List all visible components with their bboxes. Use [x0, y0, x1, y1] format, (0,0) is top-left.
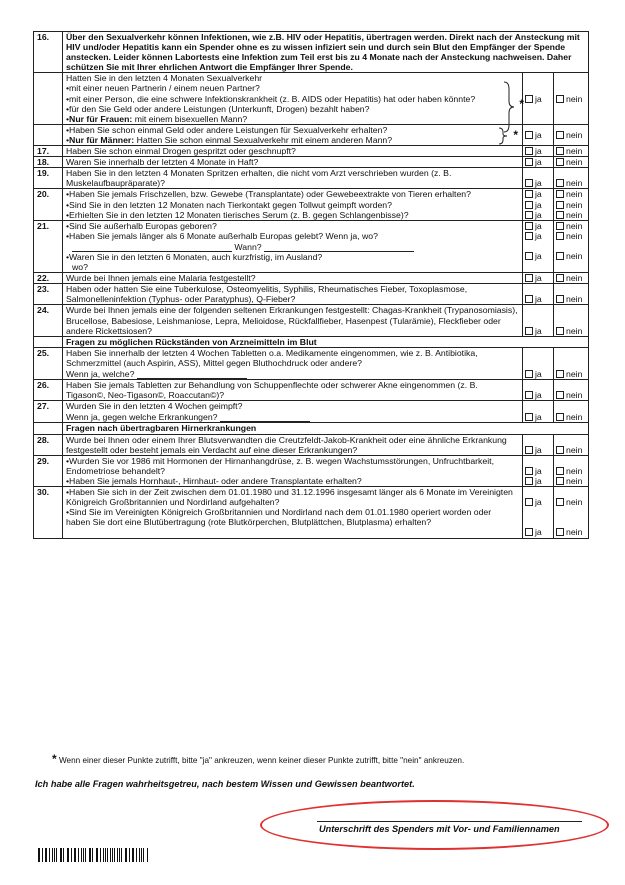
question-text	[63, 220, 523, 272]
checkbox-no[interactable]	[556, 211, 564, 219]
question-text: Wurde bei Ihnen oder einem Ihrer Blutsverwandten die Creutzfeldt-Jakob-Krankheit oder eine ähnliche Erkrankung festgestellt oder besteht jemals ein Verdacht auf eine dieser Erkrankungen?	[63, 434, 523, 455]
q21-item: • Waren Sie in den letzten 6 Monaten, auch kurzfristig, im Ausland?	[66, 252, 522, 262]
answer-yes[interactable]: ja	[523, 168, 554, 189]
checkbox-yes[interactable]	[525, 498, 533, 506]
question-number: 19.	[34, 168, 63, 189]
checkbox-no[interactable]	[556, 147, 564, 155]
brace-icon	[498, 127, 508, 145]
signature-label: Unterschrift des Spenders mit Vor- und Familiennamen	[319, 824, 560, 834]
answer-no[interactable]: nein	[554, 157, 589, 168]
question-number: 17.	[34, 146, 63, 157]
where-input[interactable]	[72, 241, 232, 252]
answer-no[interactable]: nein nein nein	[554, 189, 589, 220]
answer-yes[interactable]: ja	[523, 380, 554, 401]
answer-no[interactable]: nein nein nein	[554, 220, 589, 272]
q29-item: • Wurden Sie vor 1986 mit Hormonen der Hirnanhangdrüse, z. B. wegen Wachstumsstörungen, Unfruchtbarkeit, Endometriose behandelt?	[66, 456, 522, 476]
checkbox-no[interactable]	[556, 295, 564, 303]
checkbox-no[interactable]	[556, 95, 564, 103]
q20-item: • Sind Sie in den letzten 12 Monaten nach Tierkontakt gegen Tollwut geimpft worden?	[66, 200, 502, 210]
checkbox-yes[interactable]	[525, 190, 533, 198]
footnote	[52, 752, 464, 766]
question-text: Wurden Sie in den letzten 4 Wochen geimpft? Wenn ja, gegen welche Erkrankungen?	[63, 401, 523, 423]
question-number: 30.	[34, 487, 63, 538]
declaration: Ich habe alle Fragen wahrheitsgetreu, nach bestem Wissen und Gewissen beantwortet.	[35, 779, 415, 789]
section-title: Fragen nach übertragbaren Hirnerkrankungen	[63, 423, 589, 434]
checkbox-no[interactable]	[556, 446, 564, 454]
question-text: Wurde bei Ihnen jemals eine Malaria festgestellt?	[63, 273, 523, 284]
question-row-16	[34, 32, 589, 73]
question-row-25	[34, 347, 589, 379]
answer-no[interactable]: nein nein	[554, 455, 589, 486]
q16-intro: Über den Sexualverkehr können Infektionen, wie z.B. HIV oder Hepatitis, übertragen werden. Direkt nach der Ansteckung mit HIV und/oder Hepatitis kann ein Spender ohne es zu wissen infiziert sein und durch sein Blut den Empfänger der Spende anstecken. Leider können Labortests eine Infektion zum Teil erst bis zu 4 Monate nach der Ansteckung nachweisen. Daher schützen Sie mit Ihrer ehrlichen Antwort die Empfänger Ihrer Spende.	[63, 32, 589, 73]
answer-yes[interactable]: ja	[523, 273, 554, 284]
checkbox-yes[interactable]	[525, 413, 533, 421]
question-row-21	[34, 220, 589, 272]
checkbox-no[interactable]	[556, 232, 564, 240]
women-only-label: Nur für Frauen:	[69, 113, 133, 124]
q16-women-text: mit einem bisexuellen Mann?	[134, 113, 248, 124]
section-heading-brain	[34, 423, 589, 434]
question-number: 20.	[34, 189, 63, 220]
answer-no[interactable]: nein	[554, 124, 589, 145]
answer-yes[interactable]: ja	[523, 73, 554, 124]
question-row-29	[34, 455, 589, 486]
asterisk-marker: *	[52, 752, 57, 766]
checkbox-no[interactable]	[556, 190, 564, 198]
question-row-27	[34, 401, 589, 423]
question-number: 24.	[34, 305, 63, 336]
checkbox-yes[interactable]	[525, 222, 533, 230]
question-row-16a	[34, 73, 589, 124]
question-number: 16.	[34, 32, 63, 73]
question-text: Haben Sie in den letzten 4 Monaten Spritzen erhalten, die nicht vom Arzt verschrieben wurden (z. B. Muskelaufbaupräparate)?	[63, 168, 523, 189]
checkbox-no[interactable]	[556, 222, 564, 230]
barcode-icon	[38, 848, 148, 862]
answer-no[interactable]: nein	[554, 401, 589, 423]
q16-lead: Hatten Sie in den letzten 4 Monaten Sexualverkehr	[66, 73, 263, 84]
checkbox-yes[interactable]	[525, 467, 533, 475]
question-number: 29.	[34, 455, 63, 486]
question-row-19	[34, 168, 589, 189]
checkbox-no[interactable]	[556, 391, 564, 399]
question-row-30	[34, 487, 589, 538]
answer-yes[interactable]: ja	[523, 157, 554, 168]
checkbox-yes[interactable]	[525, 95, 533, 103]
question-number: 23.	[34, 284, 63, 305]
answer-yes[interactable]: ja	[523, 146, 554, 157]
checkbox-yes[interactable]	[525, 131, 533, 139]
answer-yes[interactable]: ja ja	[523, 455, 554, 486]
checkbox-yes[interactable]	[525, 179, 533, 187]
answer-no[interactable]: nein	[554, 347, 589, 379]
answer-yes[interactable]: ja	[523, 284, 554, 305]
answer-yes[interactable]: ja	[523, 401, 554, 423]
answer-no[interactable]: nein	[554, 284, 589, 305]
section-title: Fragen zu möglichen Rückständen von Arzneimitteln im Blut	[63, 336, 589, 347]
q16-item: • mit einer neuen Partnerin / einem neuen Partner?	[66, 83, 522, 93]
where-label: wo?	[72, 262, 88, 273]
question-text: Waren Sie innerhalb der letzten 4 Monate in Haft?	[63, 157, 523, 168]
question-row-20	[34, 189, 589, 220]
checkbox-yes[interactable]	[525, 232, 533, 240]
checkbox-yes[interactable]	[525, 528, 533, 536]
question-row-26	[34, 380, 589, 401]
q16-part-b	[63, 124, 523, 145]
question-text	[63, 487, 523, 538]
checkbox-yes[interactable]	[525, 391, 533, 399]
question-number: 27.	[34, 401, 63, 423]
checkbox-no[interactable]	[556, 477, 564, 485]
checkbox-no[interactable]	[556, 327, 564, 335]
question-row-16b	[34, 124, 589, 145]
answer-no[interactable]: nein	[554, 146, 589, 157]
answer-yes[interactable]: ja	[523, 124, 554, 145]
checkbox-no[interactable]	[556, 252, 564, 260]
which-label: Wenn ja, gegen welche Erkrankungen?	[66, 412, 218, 423]
answer-no[interactable]: nein	[554, 73, 589, 124]
checkbox-no[interactable]	[556, 528, 564, 536]
checkbox-no[interactable]	[556, 131, 564, 139]
checkbox-yes[interactable]	[525, 201, 533, 209]
checkbox-yes[interactable]	[525, 370, 533, 378]
checkbox-no[interactable]	[556, 370, 564, 378]
question-text: Haben oder hatten Sie eine Tuberkulose, Osteomyelitis, Syphilis, Rheumatisches Fieber, Toxoplasmose, Salmonelleninfektion (Typhus- oder Paratyphus), Q-Fieber?	[63, 284, 523, 305]
answer-no[interactable]: nein nein	[554, 487, 589, 538]
question-row-28	[34, 434, 589, 455]
checkbox-no[interactable]	[556, 179, 564, 187]
q21-item: • Haben Sie jemals länger als 6 Monate außerhalb Europas gelebt? Wenn ja, wo?	[66, 231, 522, 241]
question-row-24	[34, 305, 589, 336]
q21-item: • Sind Sie außerhalb Europas geboren?	[66, 221, 522, 231]
answer-no[interactable]: nein	[554, 168, 589, 189]
signature-line[interactable]	[317, 821, 582, 822]
asterisk-marker: *	[519, 97, 524, 112]
question-number: 28.	[34, 434, 63, 455]
question-text: Wurde bei Ihnen jemals eine der folgenden seltenen Erkrankungen festgestellt: Chagas-Krankheit (Trypanosomiasis), Brucellose, Babesiose, Leishmaniose, Lepra, Melioidose, Rückfallfieber, Hasenpest (Tularämie), Fleckfieber oder andere Rickettsiosen?	[63, 305, 523, 336]
q29-item: • Haben Sie jemals Hornhaut-, Hirnhaut- oder andere Transplantate erhalten?	[66, 476, 522, 486]
checkbox-yes[interactable]	[525, 446, 533, 454]
answer-no[interactable]: nein	[554, 380, 589, 401]
q16-item: • mit einer Person, die eine schwere Infektionskrankheit (z. B. AIDS oder Hepatitis) hat oder haben könnte?	[66, 94, 522, 104]
checkbox-yes[interactable]	[525, 327, 533, 335]
donor-questionnaire-table	[33, 31, 589, 539]
which-medication-input[interactable]	[137, 368, 247, 379]
question-row-23	[34, 284, 589, 305]
q20-item: • Erhielten Sie in den letzten 12 Monaten tierisches Serum (z. B. gegen Schlangenbisse)?	[66, 210, 502, 220]
answer-yes[interactable]: ja ja ja	[523, 189, 554, 220]
section-heading-drugs	[34, 336, 589, 347]
answer-yes[interactable]: ja	[523, 305, 554, 336]
which-label: Wenn ja, welche?	[66, 369, 135, 379]
q20-item: • Haben Sie jemals Frischzellen, bzw. Gewebe (Transplantate) oder Gewebeextrakte von Tieren erhalten?	[66, 189, 502, 199]
footnote-text: Wenn einer dieser Punkte zutrifft, bitte "ja" ankreuzen, wenn keiner dieser Punkte zutrifft, bitte "nein" ankreuzen.	[58, 756, 465, 765]
answer-no[interactable]: nein	[554, 434, 589, 455]
checkbox-yes[interactable]	[525, 158, 533, 166]
answer-yes[interactable]: ja	[523, 347, 554, 379]
question-text: Haben Sie innerhalb der letzten 4 Wochen Tabletten o.a. Medikamente eingenommen, wie z. B. Antibiotika, Schmerzmittel (auch Aspirin, ASS), Mittel gegen Bluthochdruck oder andere? Wenn ja, welche?	[63, 347, 523, 379]
checkbox-yes[interactable]	[525, 295, 533, 303]
question-number: 22.	[34, 273, 63, 284]
checkbox-yes[interactable]	[525, 211, 533, 219]
answer-yes[interactable]: ja ja	[523, 487, 554, 538]
checkbox-yes[interactable]	[525, 477, 533, 485]
checkbox-no[interactable]	[556, 498, 564, 506]
q16-item: • für den Sie Geld oder andere Leistungen (Unterkunft, Drogen) bezahlt haben?	[66, 104, 522, 114]
question-text	[63, 189, 523, 220]
question-text: Haben Sie schon einmal Drogen gespritzt oder geschnupft?	[63, 146, 523, 157]
checkbox-no[interactable]	[556, 274, 564, 282]
question-text: Haben Sie jemals Tabletten zur Behandlung von Schuppenflechte oder schwerer Akne eingenommen (z. B. Tigason©, Neo-Tigason©, Roaccutan©)?	[63, 380, 523, 401]
question-row-18	[34, 157, 589, 168]
question-number: 26.	[34, 380, 63, 401]
answer-yes[interactable]: ja ja ja	[523, 220, 554, 272]
question-number: 18.	[34, 157, 63, 168]
checkbox-no[interactable]	[556, 413, 564, 421]
answer-yes[interactable]: ja	[523, 434, 554, 455]
answer-no[interactable]: nein	[554, 305, 589, 336]
men-only-label: Nur für Männer:	[69, 134, 135, 145]
asterisk-marker: *	[513, 127, 518, 142]
checkbox-yes[interactable]	[525, 147, 533, 155]
answer-no[interactable]: nein	[554, 273, 589, 284]
q16-men-text: Hatten Sie schon einmal Sexualverkehr mit einem anderen Mann?	[136, 134, 393, 145]
question-text	[63, 455, 523, 486]
q30-item: • Sind Sie im Vereinigten Königreich Großbritannien und Nordirland nach dem 01.01.1980 operiert worden oder haben Sie dort eine Blutübertragung (rote Blutkörperchen, Blutplättchen, Blutplasma) erhalten?	[66, 507, 514, 527]
q30-item: • Haben Sie sich in der Zeit zwischen dem 01.01.1980 und 31.12.1996 insgesamt länger als 6 Monate im Vereinigten Königreich Großbritannien und Nordirland aufgehalten?	[66, 487, 514, 507]
when-input[interactable]	[264, 241, 414, 252]
q16-part-a	[63, 73, 523, 124]
checkbox-yes[interactable]	[525, 252, 533, 260]
question-number: 21.	[34, 220, 63, 272]
checkbox-no[interactable]	[556, 467, 564, 475]
question-row-22	[34, 273, 589, 284]
checkbox-no[interactable]	[556, 158, 564, 166]
question-row-17	[34, 146, 589, 157]
which-vaccination-input[interactable]	[220, 411, 310, 422]
checkbox-no[interactable]	[556, 201, 564, 209]
when-label: Wann?	[234, 241, 262, 252]
question-number: 25.	[34, 347, 63, 379]
q16-item: • Haben Sie schon einmal Geld oder andere Leistungen für Sexualverkehr erhalten?	[66, 125, 522, 135]
checkbox-yes[interactable]	[525, 274, 533, 282]
